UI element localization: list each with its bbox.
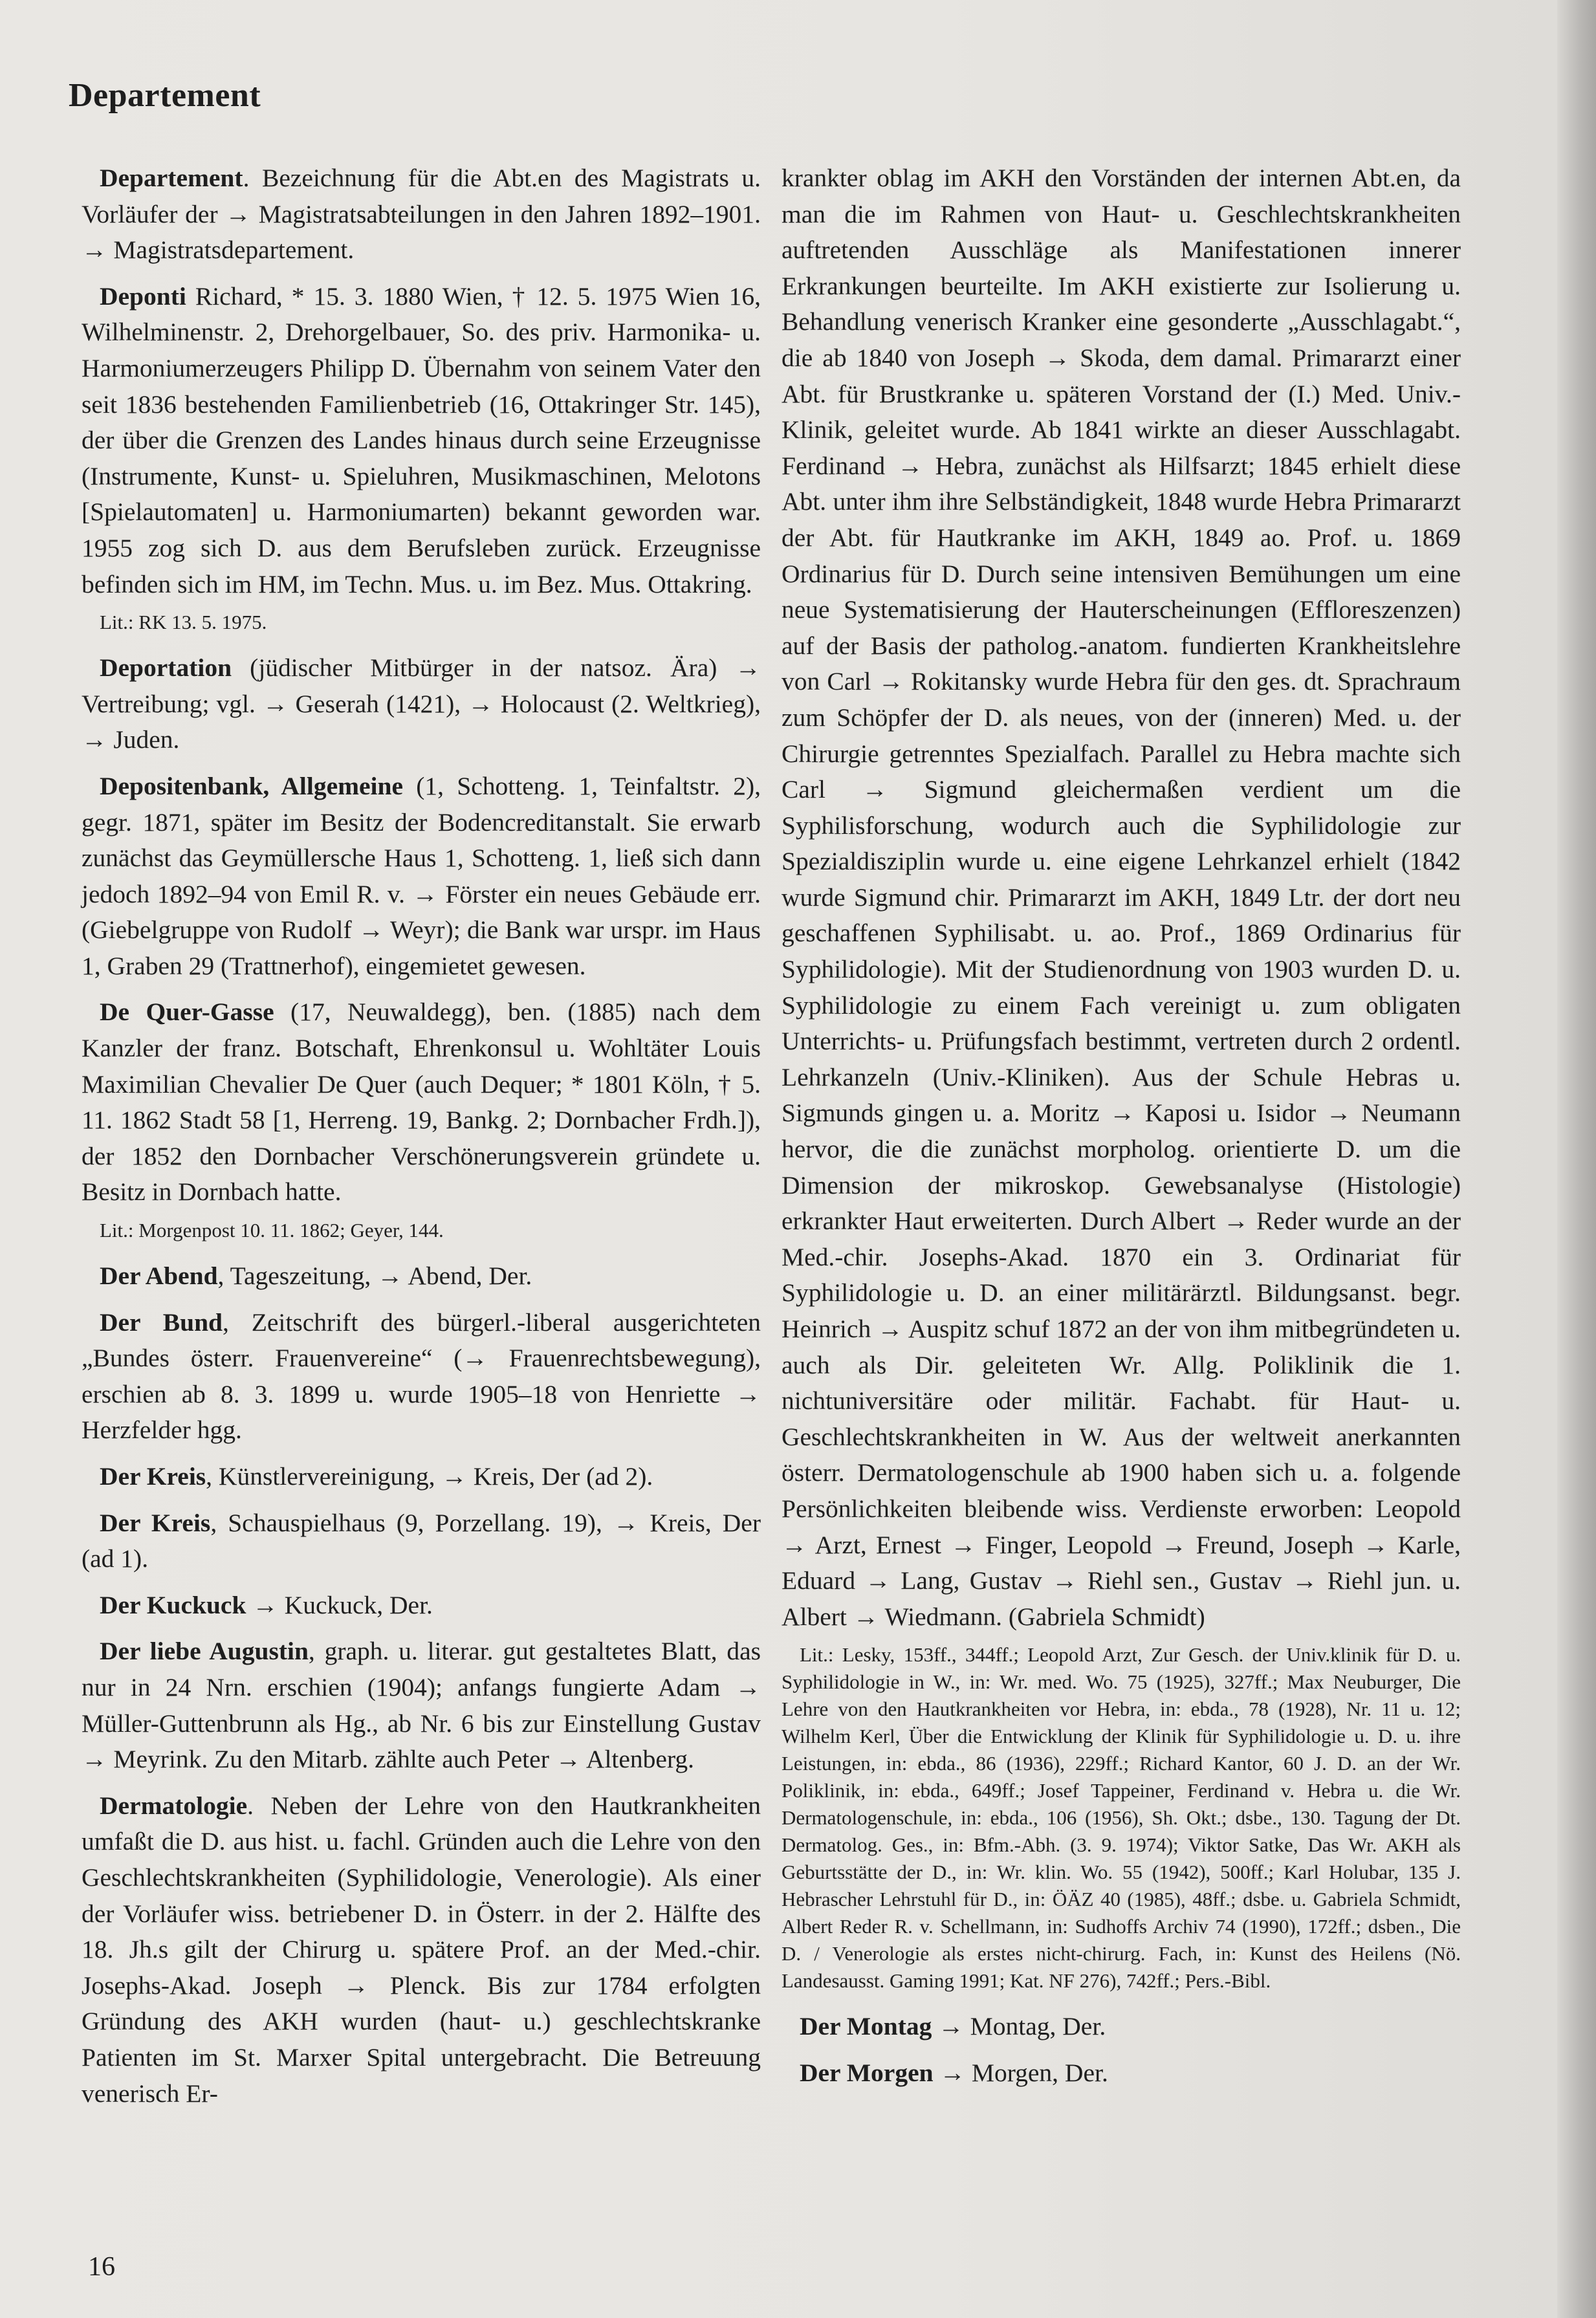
entry-headword: Der Montag bbox=[800, 2012, 932, 2041]
entry-headword: Der Kreis bbox=[100, 1462, 206, 1491]
entry-headword: Dermatologie bbox=[100, 1791, 248, 1820]
entry-text: , Künstlervereinigung, → Kreis, Der (ad 2). bbox=[206, 1462, 653, 1491]
entry-text: (1, Schotteng. 1, Teinfaltstr. 2), gegr. 1871, später im Besitz der Bodencreditanstalt. Sie erwarb zunächst das Geymüllersche Haus 1, Schotteng. 1, ließ sich dann jedoch 1892–94 von Emil R. v. → Förster ein neues Gebäude err. (Giebelgruppe von Rudolf → Weyr); die Bank war urspr. im Haus 1, Graben 29 (Trattnerhof), eingemietet gewesen. bbox=[82, 771, 761, 980]
entry-text: . Bezeichnung für die Abt.en des Magistrats u. Vorläufer der → Magistratsabteilungen in den Jahren 1892–1901. → Magistratsdepartement. bbox=[82, 164, 761, 265]
entry-text: → Morgen, Der. bbox=[933, 2058, 1108, 2087]
entry-headword: De Quer-Gasse bbox=[100, 998, 274, 1027]
entry-der-abend bbox=[82, 1258, 761, 1295]
entry-dermatologie-continued: krankter oblag im AKH den Vorständen der internen Abt.en, da man die im Rahmen von Haut- u. Geschlechtskrankheiten auftretenden Ausschläge als Manifestationen innerer Erkrankungen beurteilte. Im AKH existierte zur Isolierung u. Behandlung venerisch Kranker eine gesonderte „Ausschlagabt.“, die ab 1840 von Joseph → Skoda, dem damal. Primararzt einer Abt. für Brustkranke u. späteren Vorstand der (I.) Med. Univ.-Klinik, geleitet wurde. Ab 1841 wirkte an dieser Ausschlagabt. Ferdinand → Hebra, zunächst als Hilfsarzt; 1845 erhielt diese Abt. unter ihm ihre Selbständigkeit, 1848 wurde Hebra Primararzt der Abt. für Hautkranke im AKH, 1849 ao. Prof. u. 1869 Ordinarius für D. Durch seine intensiven Bemühungen um eine neue Systematisierung der Hauterscheinungen (Effloreszenzen) auf der Basis der patholog.-anatom. fundierten Krankheitslehre von Carl → Rokitansky wurde Hebra für den ges. dt. Sprachraum zum Schöpfer der D. als neues, von der (inneren) Med. u. der Chirurgie getrenntes Spezialfach. Parallel zu Hebra machte sich Carl → Sigmund gleichermaßen verdient um die Syphilisforschung, wodurch auch die Syphilidologie zur Spezialdisziplin wurde u. eine eigene Lehrkanzel erhielt (1842 wurde Sigmund chir. Primararzt im AKH, 1849 Ltr. der dort neu geschaffenen Syphilisabt. u. ao. Prof., 1869 Ordinarius für Syphilidologie). Mit der Studienordnung von 1903 wurden D. u. Syphilidologie zu einem Fach vereinigt u. zum obligaten Unterrichts- u. Prüfungsfach bestimmt, vertreten durch 2 ordentl. Lehrkanzeln (Univ.-Kliniken). Aus der Schule Hebras u. Sigmunds gingen u. a. Moritz → Kaposi u. Isidor → Neumann hervor, die die zunächst morpholog. orientierte D. um die Dimension der mikroskop. Gewebsanalyse (Histologie) erkrankter Haut erweiterten. Durch Albert → Reder wurde an der Med.-chir. Josephs-Akad. 1870 ein 3. Ordinariat für Syphilidologie u. D. an einer militärärztl. Bildungsanst. begr. Heinrich → Auspitz schuf 1872 an der von ihm mitbegründeten u. auch als Dir. geleiteten Wr. Allg. Poliklinik die 1. nichtuniversitäre oder militär. Fachabt. für Haut- u. Geschlechtskrankheiten in W. Aus der weltweit anerkannten österr. Dermatologenschule ab 1900 haben sich u. a. folgende Persönlichkeiten bleibende wiss. Verdienste erworben: Leopold → Arzt, Ernest → Finger, Leopold → Freund, Joseph → Karle, Eduard → Lang, Gustav → Riehl sen., Gustav → Riehl jun. u. Albert → Wiedmann. (Gabriela Schmidt) bbox=[782, 164, 1461, 1631]
entry-headword: Der Kuckuck bbox=[100, 1590, 246, 1619]
literature-note: Lit.: RK 13. 5. 1975. bbox=[100, 611, 267, 634]
entry-text: , graph. u. literar. gut gestaltetes Blatt, das nur in 24 Nrn. erschien (1904); anfangs fungierte Adam → Müller-Guttenbrunn als Hg., ab Nr. 6 bis zur Einstellung Gustav → Meyrink. Zu den Mitarb. zählte auch Peter → Altenberg. bbox=[82, 1637, 761, 1774]
entry-deponti bbox=[82, 279, 761, 602]
entry-headword: Der Abend bbox=[100, 1262, 218, 1291]
entry-text: (jüdischer Mitbürger in der natsoz. Ära) → Vertreibung; vgl. → Geserah (1421), → Holocaust (2. Weltkrieg), → Juden. bbox=[82, 653, 761, 754]
entry-headword: Deportation bbox=[100, 653, 232, 683]
entry-headword: Der liebe Augustin bbox=[100, 1637, 309, 1666]
entry-headword: Der Bund bbox=[100, 1307, 223, 1337]
entry-headword: Deponti bbox=[100, 281, 186, 311]
literature-note: Lit.: Lesky, 153ff., 344ff.; Leopold Arzt, Zur Gesch. der Univ.klinik für D. u. Syphilidologie in W., in: Wr. med. Wo. 75 (1925), 327ff.; Max Neuburger, Die Lehre von den Hautkrankheiten vor Hebra, in: ebda., 78 (1928), Nr. 11 u. 12; Wilhelm Kerl, Über die Entwicklung der Klinik für Syphilidologie u. D. u. ihre Leistungen, in: ebda., 86 (1936), 229ff.; Richard Kantor, 60 J. D. an der Wr. Poliklinik, in: ebda., 649ff.; Josef Tappeiner, Ferdinand v. Hebra u. die Wr. Dermatologenschule, in: ebda., 106 (1956), Sh. Okt.; dsbe., 130. Tagung der Dt. Dermatolog. Ges., in: Bfm.-Abh. (3. 9. 1974); Viktor Satke, Das Wr. AKH als Geburtsstätte der D., in: Wr. klin. Wo. 55 (1942), 500ff.; Karl Holubar, 135 J. Hebrascher Lehrstuhl für D., in: ÖÄZ 40 (1985), 48ff.; dsbe. u. Gabriela Schmidt, Albert Reder R. v. Schellmann, in: Sudhoffs Archiv 74 (1990), 172ff.; dsben., Die D. / Venerologie als erstes nicht-chirurg. Fach, in: Kunst des Heilens (Nö. Landesausst. Gaming 1991; Kat. NF 276), 742ff.; Pers.-Bibl. bbox=[782, 1643, 1461, 1993]
left-column bbox=[82, 160, 761, 2122]
entry-headword: Depositenbank, Allgemeine bbox=[100, 771, 404, 800]
entry-der-bund bbox=[82, 1305, 761, 1449]
entry-headword: Der Kreis bbox=[100, 1508, 211, 1537]
entry-text: . Neben der Lehre von den Hautkrankheiten umfaßt die D. aus hist. u. fachl. Gründen auch die Lehre von den Geschlechtskrankheiten (Syphilidologie, Venerologie). Als einer der Vorläufer wiss. betriebener D. in Österr. in der 2. Hälfte des 18. Jh.s gilt der Chirurg u. spätere Prof. an der Med.-chir. Josephs-Akad. Joseph → Plenck. Bis zur 1784 erfolgten Gründung des AKH wurden (haut- u.) geschlechtskranke Patienten im St. Marxer Spital untergebracht. Die Betreuung venerisch Er- bbox=[82, 1791, 761, 2108]
entry-headword: Departement bbox=[100, 164, 243, 192]
page-number: 16 bbox=[88, 2252, 115, 2282]
entry-text: , Tageszeitung, → Abend, Der. bbox=[217, 1262, 532, 1291]
entry-text: Richard, * 15. 3. 1880 Wien, † 12. 5. 1975 Wien 16, Wilhelminenstr. 2, Drehorgelbauer, So. des priv. Harmonika- u. Harmoniumerzeugers Philipp D. Übernahm von seinem Vater den seit 1836 bestehenden Familienbetrieb (16, Ottakringer Str. 145), der über die Grenzen des Landes hinaus durch seine Erzeugnisse (Instrumente, Kunst- u. Spieluhren, Musikmaschinen, Melotons [Spielautomaten] u. Harmoniumarten) bekannt geworden war. 1955 zog sich D. aus dem Berufsleben zurück. Erzeugnisse befinden sich im HM, im Techn. Mus. u. im Bez. Mus. Ottakring. bbox=[82, 281, 761, 598]
entry-deportation bbox=[82, 650, 761, 758]
entry-headword: Der Morgen bbox=[800, 2058, 934, 2087]
right-column bbox=[782, 160, 1461, 2102]
entry-der-montag bbox=[782, 2009, 1461, 2045]
entry-der-kreis-1 bbox=[82, 1459, 761, 1495]
entry-text: , Schauspielhaus (9, Porzellang. 19), → Kreis, Der (ad 1). bbox=[82, 1508, 761, 1573]
entry-departement bbox=[82, 160, 761, 268]
entry-der-kuckuck bbox=[82, 1588, 761, 1624]
entry-de-quer-gasse bbox=[82, 994, 761, 1210]
entry-der-morgen bbox=[782, 2055, 1461, 2092]
entry-depositenbank bbox=[82, 769, 761, 985]
entry-text: , Zeitschrift des bürgerl.-liberal ausgerichteten „Bundes österr. Frauenvereine“ (→ Frauenrechtsbewegung), erschien ab 8. 3. 1899 u. wurde 1905–18 von Henriette → Herzfelder hgg. bbox=[82, 1307, 761, 1445]
page-edge bbox=[1557, 0, 1596, 2318]
entry-der-kreis-2 bbox=[82, 1505, 761, 1577]
entry-der-liebe-augustin bbox=[82, 1634, 761, 1777]
entry-text: (17, Neuwaldegg), ben. (1885) nach dem Kanzler der franz. Botschaft, Ehrenkonsul u. Wohltäter Louis Maximilian Chevalier De Quer (auch Dequer; * 1801 Köln, † 5. 11. 1862 Stadt 58 [1, Herreng. 19, Bankg. 2; Dornbacher Frdh.]), der 1852 den Dornbacher Verschönerungsverein gründete u. Besitz in Dornbach hatte. bbox=[82, 998, 761, 1207]
entry-text: → Montag, Der. bbox=[932, 2012, 1106, 2041]
entry-text: → Kuckuck, Der. bbox=[246, 1590, 433, 1619]
page-title: Departement bbox=[69, 77, 261, 114]
entry-dermatologie bbox=[82, 1788, 761, 2112]
literature-note: Lit.: Morgenpost 10. 11. 1862; Geyer, 144. bbox=[100, 1219, 444, 1242]
